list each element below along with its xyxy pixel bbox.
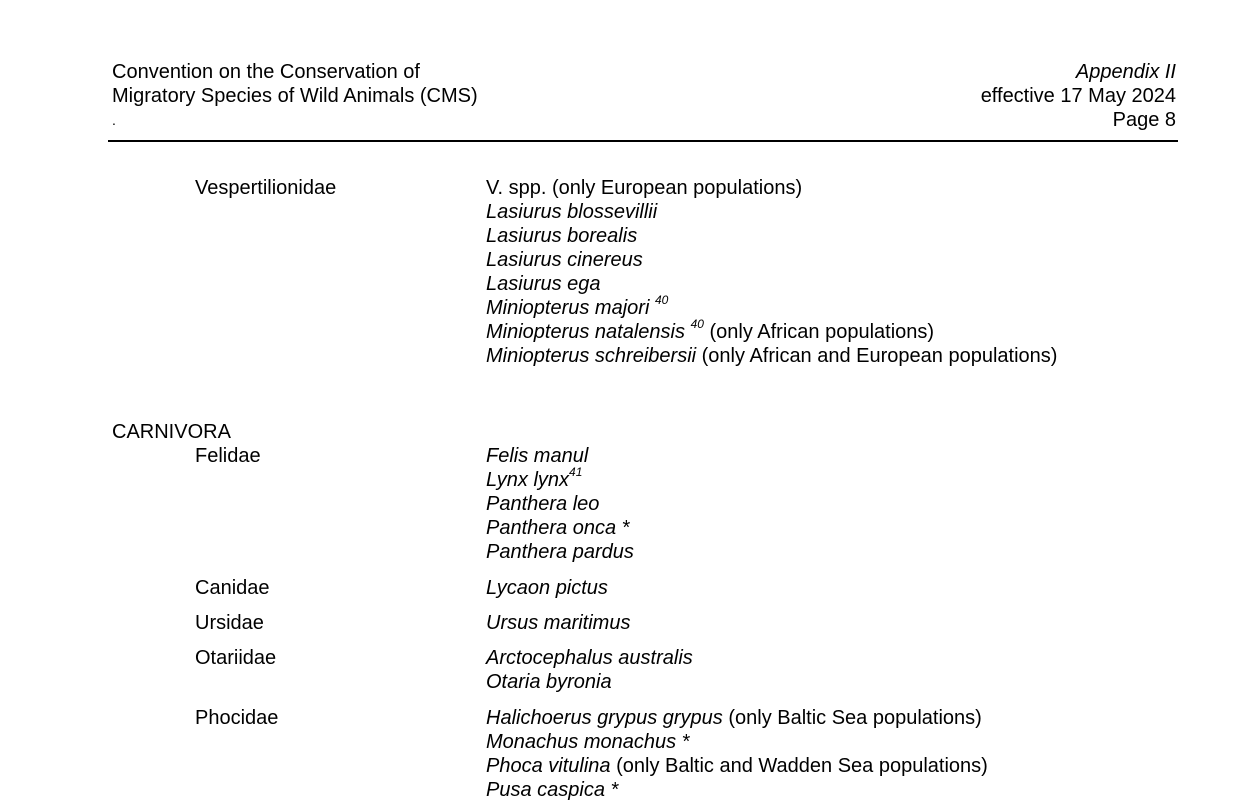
header-right: [981, 60, 1176, 132]
species-item: [486, 248, 1057, 272]
header-page-number: Page 8: [1112, 109, 1176, 131]
species-scientific-name: Felis manul: [486, 445, 589, 467]
footnote-ref: 41: [569, 465, 583, 480]
family-name: Felidae: [195, 445, 261, 467]
order-name: CARNIVORA: [112, 421, 231, 443]
species-list: [486, 176, 1057, 368]
species-note: (only African populations): [703, 321, 935, 343]
family-name: Vespertilionidae: [195, 177, 337, 199]
species-item: [486, 576, 608, 600]
species-scientific-name: Miniopterus majori: [486, 297, 655, 319]
family-name: Otariidae: [195, 647, 277, 669]
species-item: [486, 317, 1057, 344]
species-scientific-name: Panthera onca *: [486, 517, 630, 539]
species-scientific-name: Pusa caspica *: [486, 779, 619, 801]
header-convention-title-line2: Migratory Species of Wild Animals (CMS): [112, 85, 478, 107]
species-item: [486, 646, 693, 670]
species-scientific-name: Lycaon pictus: [486, 577, 608, 599]
header-appendix: Appendix II: [1075, 61, 1176, 83]
species-list: [486, 646, 693, 694]
species-list: [486, 576, 608, 600]
family-name: Canidae: [195, 577, 270, 599]
header-divider: [108, 140, 1178, 142]
species-note: (only Baltic and Wadden Sea populations): [610, 755, 988, 777]
species-item: [486, 492, 634, 516]
species-scientific-name: Lasiurus cinereus: [486, 249, 643, 271]
species-scientific-name: Lynx lynx: [486, 469, 570, 491]
species-list: [486, 706, 988, 802]
species-scientific-name: Arctocephalus australis: [486, 647, 693, 669]
header-left: [112, 60, 478, 108]
species-item: [486, 778, 988, 802]
species-scientific-name: Ursus maritimus: [486, 612, 631, 634]
family-name: Phocidae: [195, 707, 279, 729]
species-item: [486, 176, 1057, 200]
species-item: [486, 293, 1057, 320]
species-item: [486, 344, 1057, 368]
species-item: [486, 730, 988, 754]
species-item: [486, 465, 634, 492]
species-item: [486, 540, 634, 564]
species-list: [486, 611, 630, 635]
species-item: [486, 670, 693, 694]
header-dot: .: [112, 112, 116, 128]
footnote-ref: 40: [690, 317, 704, 332]
footnote-ref: 40: [654, 293, 669, 308]
species-scientific-name: Halichoerus grypus grypus: [486, 707, 723, 729]
family-name: Ursidae: [195, 612, 264, 634]
species-scientific-name: Otaria byronia: [486, 671, 612, 693]
species-scientific-name: Miniopterus natalensis: [486, 321, 691, 343]
species-scientific-name: Phoca vitulina: [486, 755, 611, 777]
species-item: [486, 224, 1057, 248]
species-item: [486, 706, 988, 730]
species-prefix: V. spp. (only European populations): [486, 177, 803, 199]
species-item: [486, 754, 988, 778]
species-item: [486, 200, 1057, 224]
species-item: [486, 444, 634, 468]
species-item: [486, 611, 630, 635]
header-effective-date: effective 17 May 2024: [980, 85, 1176, 107]
species-scientific-name: Lasiurus ega: [486, 273, 601, 295]
species-scientific-name: Panthera pardus: [486, 541, 634, 563]
species-scientific-name: Miniopterus schreibersii: [486, 345, 697, 367]
species-scientific-name: Lasiurus borealis: [486, 225, 638, 247]
species-scientific-name: Lasiurus blossevillii: [486, 201, 658, 223]
species-item: [486, 516, 634, 540]
species-item: [486, 272, 1057, 296]
header-convention-title-line1: Convention on the Conservation of: [112, 61, 420, 83]
species-note: (only Baltic Sea populations): [722, 707, 982, 729]
species-scientific-name: Panthera leo: [486, 493, 600, 515]
species-list: [486, 444, 634, 564]
species-scientific-name: Monachus monachus *: [486, 731, 690, 753]
species-note: (only African and European populations): [696, 345, 1058, 367]
